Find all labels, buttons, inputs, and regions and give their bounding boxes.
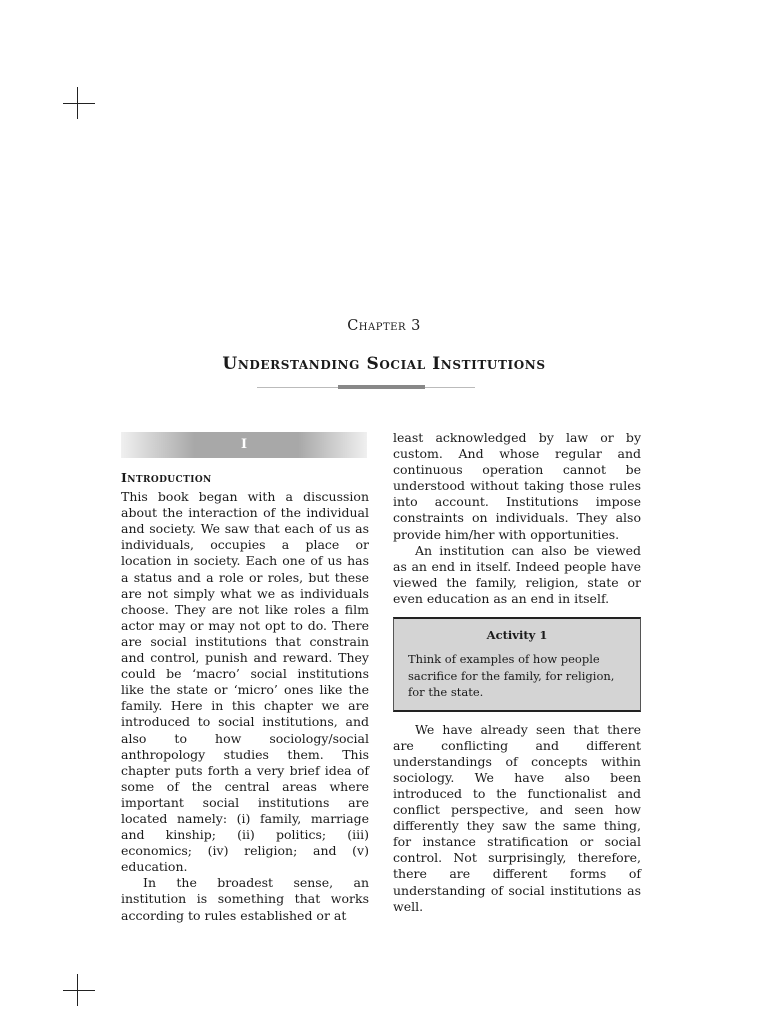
paragraph: An institution can also be viewed as an end in itself. Indeed people have viewed the family, religion, state or even education as an end in itself.: [393, 542, 641, 606]
activity-text: Think of examples of how people sacrifice for the family, for religion, for the state.: [408, 652, 615, 700]
paragraph: We have already seen that there are conflicting and different understandings of concepts within sociology. We have also been introduced to the functionalist and conflict perspective, and seen how differently they saw the same thing, for instance stratification or social control. Not surprisingly, therefore, there are different forms of understanding of social institutions as well.: [393, 721, 641, 914]
chapter-label: [0, 318, 768, 334]
left-column: [121, 432, 369, 924]
title-divider-accent: [338, 385, 425, 389]
chapter-label-rest: hapter: [358, 318, 406, 334]
chapter-title: Understanding Social Institutions: [222, 354, 546, 374]
crop-mark-top: [63, 87, 95, 119]
paragraph: In the broadest sense, an institution is something that works according to rules established or at: [121, 875, 369, 923]
paragraph: least acknowledged by law or by custom. And whose regular and continuous operation cannot be understood without taking those rules into account. Institutions impose constraints on individuals. They also provide him/her with opportunities.: [393, 430, 641, 542]
chapter-number: 3: [411, 318, 421, 334]
paragraph: This book began with a discussion about the interaction of the individual and society. We saw that each of us as individuals, occupies a place or location in society. Each one of us has a status and a role or roles, but these are not simply what we as individuals choose. They are not like roles a film actor may or may not opt to do. There are social institutions that constrain and control, punish and reward. They could be ‘macro’ social institutions like the state or ‘micro’ ones like the family. Here in this chapter we are introduced to social institutions, and also to how sociology/social anthropology studies them. This chapter puts forth a very brief idea of some of the central areas where important social institutions are located namely: (i) family, marriage and kinship; (ii) politics; (iii) economics; (iv) religion; and (v) education.: [121, 489, 369, 875]
activity-title: Activity 1: [486, 628, 548, 643]
chapter-label-first: C: [347, 318, 359, 334]
section-heading: Introduction: [121, 470, 212, 485]
crop-mark-bottom: [63, 974, 95, 1006]
activity-box: [393, 617, 641, 712]
right-column: [393, 430, 641, 915]
section-marker: I: [121, 432, 367, 458]
